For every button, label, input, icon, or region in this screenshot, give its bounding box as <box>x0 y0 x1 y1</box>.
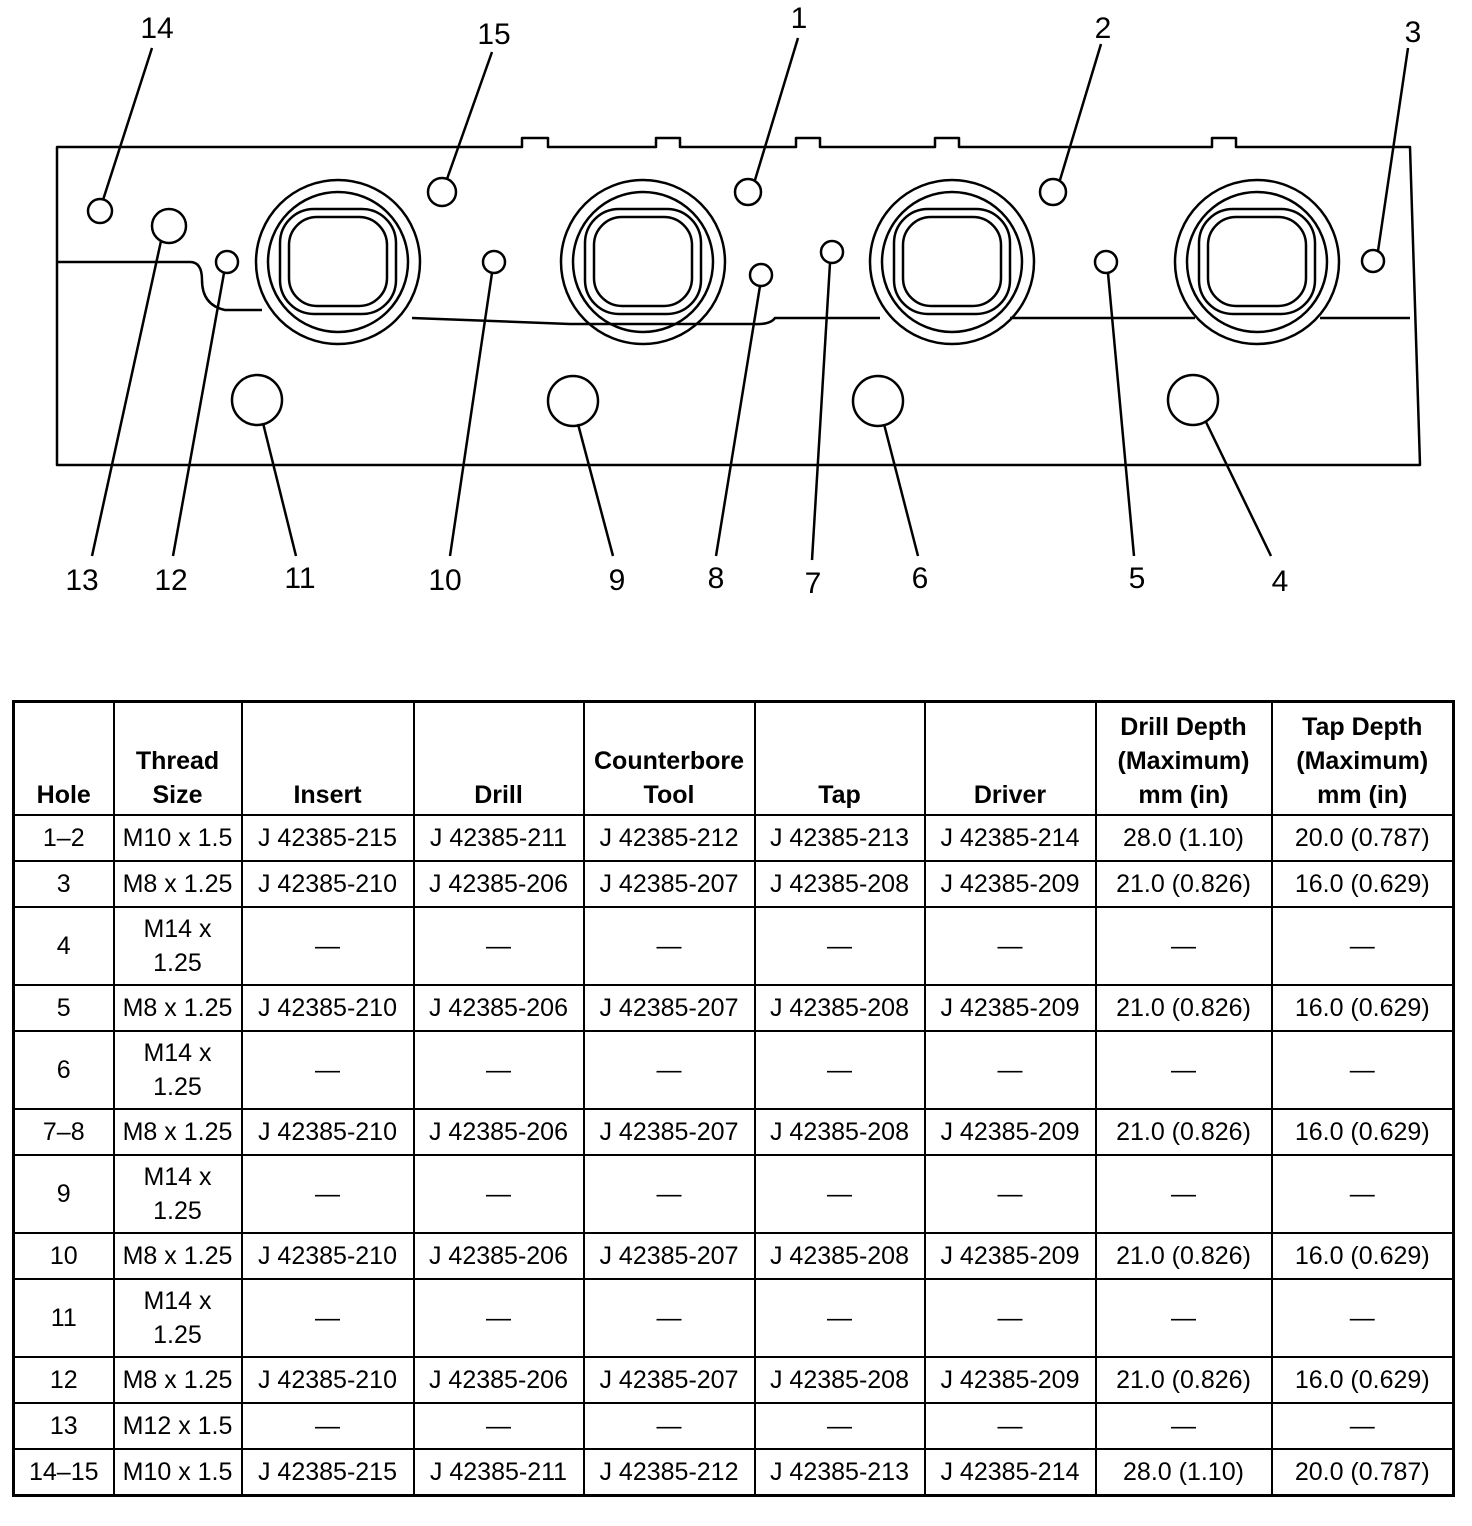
table-row <box>14 907 1454 985</box>
cell-driver: J 42385-214 <box>925 1449 1096 1496</box>
hole-11 <box>232 375 282 425</box>
leader-lines <box>92 38 1408 560</box>
hole-14 <box>88 199 112 223</box>
cell-tap: — <box>755 1403 925 1449</box>
cell-drill-depth: 21.0 (0.826) <box>1096 861 1272 907</box>
callout-10: 10 <box>428 564 462 597</box>
cell-drill-depth: — <box>1096 907 1272 985</box>
hole-3 <box>1362 250 1384 272</box>
cell-insert: — <box>242 1031 414 1109</box>
cell-hole: 12 <box>14 1357 114 1403</box>
cell-thread-size: M8 x 1.25 <box>114 861 242 907</box>
cell-driver: J 42385-214 <box>925 815 1096 861</box>
cell-drill-depth: 21.0 (0.826) <box>1096 1233 1272 1279</box>
table-row <box>14 1357 1454 1403</box>
cylinder-head-diagram <box>0 0 1472 620</box>
header-tap-depth: Tap Depth (Maximum) mm (in) <box>1272 702 1454 816</box>
cell-hole: 13 <box>14 1403 114 1449</box>
table-row <box>14 1403 1454 1449</box>
callout-12: 12 <box>154 564 188 597</box>
cell-tap-depth: 20.0 (0.787) <box>1272 815 1454 861</box>
hole-6 <box>853 376 903 426</box>
hole-7 <box>821 241 843 263</box>
table-row <box>14 1449 1454 1496</box>
cell-tap: J 42385-208 <box>755 985 925 1031</box>
cell-counterbore-tool: J 42385-207 <box>584 1109 755 1155</box>
cell-tap-depth: — <box>1272 1279 1454 1357</box>
cell-driver: J 42385-209 <box>925 985 1096 1031</box>
cell-insert: — <box>242 1403 414 1449</box>
callout-15: 15 <box>477 18 511 51</box>
cell-thread-size: M14 x 1.25 <box>114 1031 242 1109</box>
header-drill: Drill <box>414 702 584 816</box>
cell-drill-depth: 28.0 (1.10) <box>1096 1449 1272 1496</box>
cell-hole: 5 <box>14 985 114 1031</box>
callout-13: 13 <box>65 564 99 597</box>
callout-11: 11 <box>284 562 316 595</box>
cell-insert: J 42385-210 <box>242 1109 414 1155</box>
cell-drill-depth: 21.0 (0.826) <box>1096 1357 1272 1403</box>
cell-insert: — <box>242 907 414 985</box>
table-row <box>14 1233 1454 1279</box>
table-row <box>14 1279 1454 1357</box>
cell-tap-depth: — <box>1272 1031 1454 1109</box>
cell-tap: J 42385-213 <box>755 1449 925 1496</box>
cell-insert: J 42385-210 <box>242 1357 414 1403</box>
cell-tap-depth: 20.0 (0.787) <box>1272 1449 1454 1496</box>
cell-counterbore-tool: J 42385-212 <box>584 815 755 861</box>
cell-drill-depth: 21.0 (0.826) <box>1096 985 1272 1031</box>
cell-thread-size: M14 x 1.25 <box>114 907 242 985</box>
exhaust-port-4 <box>1175 180 1339 344</box>
cell-hole: 4 <box>14 907 114 985</box>
cell-drill-depth: — <box>1096 1031 1272 1109</box>
cell-counterbore-tool: J 42385-207 <box>584 1233 755 1279</box>
cell-insert: J 42385-210 <box>242 985 414 1031</box>
cell-tap-depth: 16.0 (0.629) <box>1272 1357 1454 1403</box>
cell-tap: — <box>755 1279 925 1357</box>
hole-2 <box>1040 179 1066 205</box>
cell-drill: J 42385-206 <box>414 861 584 907</box>
cell-driver: — <box>925 1279 1096 1357</box>
thread-repair-spec-table <box>12 700 1455 1497</box>
cell-counterbore-tool: J 42385-207 <box>584 861 755 907</box>
table-row <box>14 1155 1454 1233</box>
cell-driver: — <box>925 1031 1096 1109</box>
cell-tap: J 42385-213 <box>755 815 925 861</box>
cell-tap-depth: 16.0 (0.629) <box>1272 985 1454 1031</box>
table-row <box>14 861 1454 907</box>
cell-thread-size: M8 x 1.25 <box>114 985 242 1031</box>
cell-tap-depth: 16.0 (0.629) <box>1272 861 1454 907</box>
cell-tap: — <box>755 1031 925 1109</box>
hole-8 <box>750 264 772 286</box>
header-hole: Hole <box>14 702 114 816</box>
cell-tap: J 42385-208 <box>755 1357 925 1403</box>
cell-drill: J 42385-211 <box>414 1449 584 1496</box>
header-thread-size: Thread Size <box>114 702 242 816</box>
header-drill-depth: Drill Depth (Maximum) mm (in) <box>1096 702 1272 816</box>
cell-drill: — <box>414 907 584 985</box>
table-row <box>14 815 1454 861</box>
cell-drill: — <box>414 1279 584 1357</box>
cell-counterbore-tool: — <box>584 1031 755 1109</box>
hole-1 <box>735 179 761 205</box>
cell-thread-size: M8 x 1.25 <box>114 1109 242 1155</box>
cell-hole: 7–8 <box>14 1109 114 1155</box>
cell-drill-depth: — <box>1096 1155 1272 1233</box>
cell-counterbore-tool: J 42385-207 <box>584 985 755 1031</box>
exhaust-port-3 <box>870 180 1034 344</box>
cell-tap-depth: 16.0 (0.629) <box>1272 1233 1454 1279</box>
cell-tap-depth: — <box>1272 1403 1454 1449</box>
cell-driver: J 42385-209 <box>925 1109 1096 1155</box>
callout-4: 4 <box>1271 565 1289 598</box>
callout-6: 6 <box>911 562 929 595</box>
cell-tap-depth: — <box>1272 1155 1454 1233</box>
cell-drill-depth: 21.0 (0.826) <box>1096 1109 1272 1155</box>
cell-insert: J 42385-215 <box>242 1449 414 1496</box>
cell-counterbore-tool: — <box>584 907 755 985</box>
cell-drill: J 42385-206 <box>414 1109 584 1155</box>
cell-drill: J 42385-206 <box>414 1357 584 1403</box>
header-insert: Insert <box>242 702 414 816</box>
callout-1: 1 <box>790 2 808 35</box>
hole-4 <box>1168 375 1218 425</box>
cell-tap: J 42385-208 <box>755 861 925 907</box>
cell-hole: 3 <box>14 861 114 907</box>
cell-counterbore-tool: — <box>584 1279 755 1357</box>
callout-3: 3 <box>1404 16 1422 49</box>
cell-hole: 11 <box>14 1279 114 1357</box>
cell-insert: J 42385-210 <box>242 861 414 907</box>
callout-7: 7 <box>804 567 822 600</box>
callout-8: 8 <box>707 562 725 595</box>
cell-drill: — <box>414 1031 584 1109</box>
cell-thread-size: M8 x 1.25 <box>114 1357 242 1403</box>
cell-insert: — <box>242 1279 414 1357</box>
cell-insert: J 42385-210 <box>242 1233 414 1279</box>
cell-thread-size: M10 x 1.5 <box>114 815 242 861</box>
cell-drill: J 42385-206 <box>414 1233 584 1279</box>
cell-thread-size: M12 x 1.5 <box>114 1403 242 1449</box>
table-row <box>14 985 1454 1031</box>
cell-counterbore-tool: J 42385-207 <box>584 1357 755 1403</box>
header-driver: Driver <box>925 702 1096 816</box>
cell-thread-size: M10 x 1.5 <box>114 1449 242 1496</box>
cell-insert: J 42385-215 <box>242 815 414 861</box>
cell-tap-depth: — <box>1272 907 1454 985</box>
callout-9: 9 <box>608 564 626 597</box>
cell-drill: J 42385-206 <box>414 985 584 1031</box>
cell-driver: — <box>925 1155 1096 1233</box>
table-body <box>14 815 1454 1496</box>
cell-hole: 10 <box>14 1233 114 1279</box>
cell-thread-size: M8 x 1.25 <box>114 1233 242 1279</box>
hole-12 <box>216 251 238 273</box>
cell-counterbore-tool: — <box>584 1403 755 1449</box>
cell-driver: — <box>925 907 1096 985</box>
hole-5 <box>1095 251 1117 273</box>
cell-thread-size: M14 x 1.25 <box>114 1279 242 1357</box>
header-counterbore-tool: Counterbore Tool <box>584 702 755 816</box>
cell-hole: 9 <box>14 1155 114 1233</box>
hole-10 <box>483 251 505 273</box>
cell-driver: J 42385-209 <box>925 861 1096 907</box>
cell-driver: — <box>925 1403 1096 1449</box>
cell-driver: J 42385-209 <box>925 1233 1096 1279</box>
hole-9 <box>548 376 598 426</box>
cell-tap-depth: 16.0 (0.629) <box>1272 1109 1454 1155</box>
cell-drill: — <box>414 1403 584 1449</box>
cell-drill-depth: — <box>1096 1403 1272 1449</box>
cell-hole: 14–15 <box>14 1449 114 1496</box>
cell-hole: 6 <box>14 1031 114 1109</box>
exhaust-port-1 <box>256 180 420 344</box>
table-row <box>14 1031 1454 1109</box>
cell-tap: J 42385-208 <box>755 1233 925 1279</box>
cell-drill: — <box>414 1155 584 1233</box>
callout-2: 2 <box>1094 12 1112 45</box>
cell-counterbore-tool: — <box>584 1155 755 1233</box>
cell-tap: — <box>755 1155 925 1233</box>
cell-tap: J 42385-208 <box>755 1109 925 1155</box>
cell-counterbore-tool: J 42385-212 <box>584 1449 755 1496</box>
cell-tap: — <box>755 907 925 985</box>
cell-thread-size: M14 x 1.25 <box>114 1155 242 1233</box>
table-row <box>14 1109 1454 1155</box>
cell-hole: 1–2 <box>14 815 114 861</box>
table-header-row <box>14 702 1454 816</box>
header-tap: Tap <box>755 702 925 816</box>
callout-14: 14 <box>140 12 174 45</box>
cell-drill-depth: — <box>1096 1279 1272 1357</box>
hole-13 <box>152 209 186 243</box>
exhaust-port-2 <box>561 180 725 344</box>
cell-insert: — <box>242 1155 414 1233</box>
callout-5: 5 <box>1128 562 1146 595</box>
cell-drill-depth: 28.0 (1.10) <box>1096 815 1272 861</box>
cell-driver: J 42385-209 <box>925 1357 1096 1403</box>
hole-15 <box>428 178 456 206</box>
cell-drill: J 42385-211 <box>414 815 584 861</box>
